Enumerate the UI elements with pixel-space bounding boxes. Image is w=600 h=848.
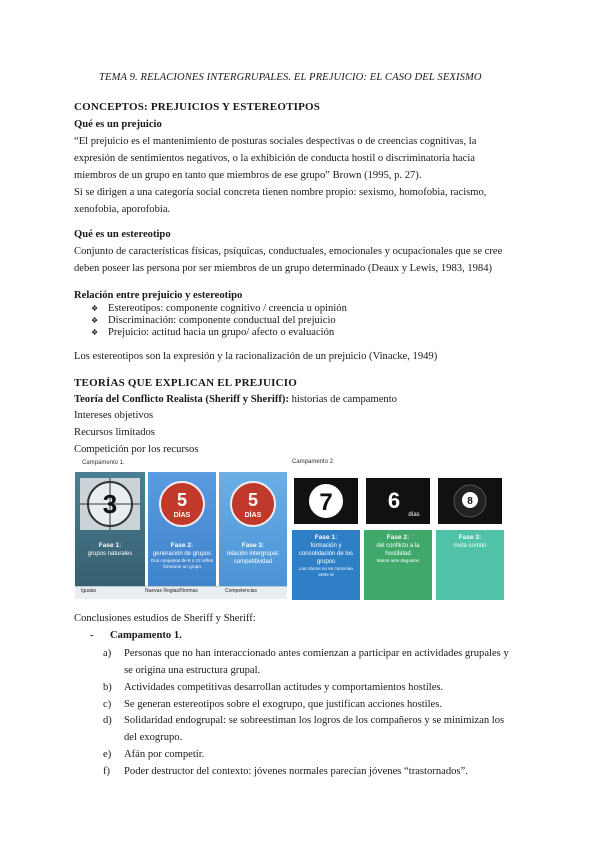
diamond-bullet-icon: ❖: [91, 304, 99, 313]
list-item: Estereotipos: componente cognitivo / creencia u opinión: [108, 303, 347, 314]
eight-ball-icon: [436, 472, 504, 530]
calendar-6-icon: [364, 472, 432, 530]
countdown-7-icon: [292, 472, 360, 530]
camp2-phase2-panel: [364, 530, 432, 600]
theory-line: [74, 393, 397, 406]
big-number: 7: [319, 489, 333, 516]
camp-diagram: [72, 458, 528, 606]
camp1-phase2-panel: [148, 472, 216, 588]
subheading-relacion: Relación entre prejuicio y estereotipo: [74, 290, 243, 301]
camp1-label: Campamento 1.: [82, 460, 125, 466]
phase-note: Malos ante degastos: [376, 558, 420, 563]
item-label: c): [103, 699, 112, 710]
big-number: 6: [387, 488, 401, 513]
phase-note: Los chicos no se conocían entre sí: [298, 566, 354, 577]
paragraph-line: deben poseer las persona por ser miembros de un grupo determinado (Deaux y Lewis, 1983, 1984): [74, 263, 493, 274]
subheading-prejuicio: Qué es un prejuicio: [74, 119, 162, 130]
camp2-icon-panel: [436, 472, 504, 530]
item-line: Se generan estereotipos sobre el exogrupo, que justifican acciones hostiles.: [124, 699, 443, 710]
diamond-bullet-icon: ❖: [91, 316, 99, 325]
paragraph-line: Conjunto de características físicas, psíquicas, conductuales, emocionales y ocupacionales que se cree: [74, 246, 503, 257]
document-title: TEMA 9. RELACIONES INTERGRUPALES. EL PREJUICIO: EL CASO DEL SEXISMO: [99, 72, 482, 83]
phase-title: Fase 3:: [458, 534, 482, 541]
days-label: DÍAS: [244, 512, 262, 519]
phase-note: Dos conjuntos de 8 o 12 niños formaron un grupo: [151, 558, 213, 569]
phase-title: Fase 1:: [98, 542, 122, 549]
item-label: b): [103, 682, 112, 693]
phase-body: grupos naturales: [87, 551, 133, 557]
list-item: Prejuicio: actitud hacia un grupo/ afecto o evaluación: [108, 327, 335, 338]
camp2-label: Campamento 2.: [292, 459, 335, 465]
paragraph-line: “El prejuicio es el mantenimiento de posturas sociales despectivas o de creencias cognitivas, la: [74, 136, 477, 147]
item-line: Afán por competir.: [124, 749, 205, 760]
paragraph-line: miembros de un grupo en tanto que miembros de ese grupo” Brown (1995, p. 27).: [74, 170, 422, 181]
phase-title: Fase 3:: [241, 542, 265, 549]
camp2-phase1-panel: [292, 530, 360, 600]
theory-item: Recursos limitados: [74, 427, 155, 438]
item-label: e): [103, 749, 112, 760]
item-line: Poder destructor del contexto: jóvenes normales parecían jóvenes “trastornados”.: [124, 766, 468, 777]
paragraph-vinacke: Los estereotipos son la expresión y la racionalización de un prejuicio (Vinacke, 1949): [74, 351, 438, 362]
item-label: f): [103, 766, 111, 777]
item-line: del exogrupo.: [124, 732, 183, 743]
big-number: 5: [176, 490, 188, 510]
theory-name: Teoría del Conflicto Realista (Sheriff y Sheriff):: [74, 394, 289, 405]
calendar-icon: [148, 472, 216, 534]
conclusions-heading: Conclusiones estudios de Sheriff y Sheriff:: [74, 613, 256, 624]
timeline-label: Nuevas Reglas/Normas: [145, 588, 198, 594]
section-heading-teorias: TEORÍAS QUE EXPLICAN EL PREJUICIO: [74, 377, 297, 389]
phase-body: formación y consolidación de los grupos: [298, 543, 354, 565]
camp1-timeline-bar: [75, 586, 287, 599]
paragraph-line: xenofobia, aporofobia.: [74, 204, 171, 215]
timeline-label: Competencias: [225, 588, 257, 594]
item-line: Actividades competitivas desarrollan actitudes y comportamientos hostiles.: [124, 682, 444, 693]
calendar-icon: [219, 472, 287, 534]
camp2-phase3-panel: [436, 530, 504, 600]
phase-body: relación intergrupal: competitividad: [226, 551, 280, 565]
timeline-label: Igualar: [81, 588, 97, 594]
phase-title: Fase 1:: [314, 534, 338, 541]
big-number: 5: [247, 490, 259, 510]
days-label: DÍAS: [173, 512, 191, 519]
theory-item: Competición por los recursos: [74, 444, 199, 455]
days-label: días: [408, 512, 420, 518]
item-label: a): [103, 648, 112, 659]
big-number: 8: [467, 496, 473, 507]
subheading-estereotipo: Qué es un estereotipo: [74, 229, 171, 240]
item-line: se origina una estructura grupal.: [124, 665, 261, 676]
section-heading-concepts: CONCEPTOS: PREJUICIOS Y ESTEREOTIPOS: [74, 101, 321, 113]
paragraph-line: Si se dirigen a una categoría social concreta tienen nombre propio: sexismo, homofobia, racismo,: [74, 187, 487, 198]
theory-item: Intereses objetivos: [74, 410, 154, 421]
list-item: Discriminación: componente conductual del prejuicio: [108, 315, 336, 326]
camp2-icon-panel: [292, 472, 360, 530]
phase-body: generación de grupos: [152, 551, 212, 557]
phase-title: Fase 2:: [170, 542, 194, 549]
phase-body: meta común: [453, 543, 487, 549]
item-line: Solidaridad endogrupal: se sobreestiman los logros de los compañeros y se minimizan los: [124, 715, 505, 726]
dash-bullet: -: [90, 630, 94, 641]
paragraph-line: expresión de sentimientos negativos, o la exhibición de conducta hostil o discriminatoria hacia: [74, 153, 475, 164]
countdown-3-icon: [75, 472, 145, 534]
phase-title: Fase 2:: [386, 534, 410, 541]
phase-body: del conflicto a la hostilidad: [376, 543, 420, 557]
item-line: Personas que no han interaccionado antes comienzan a participar en actividades grupales y: [124, 648, 509, 659]
diamond-bullet-icon: ❖: [91, 328, 99, 337]
camp1-phase3-panel: [219, 472, 287, 588]
camp2-icon-panel: [364, 472, 432, 530]
big-number: 3: [102, 489, 118, 519]
theory-desc: historias de campamento: [288, 394, 397, 405]
camp1-phase1-panel: [75, 472, 145, 588]
subheading-campamento1: Campamento 1.: [110, 630, 182, 641]
item-label: d): [103, 715, 112, 726]
